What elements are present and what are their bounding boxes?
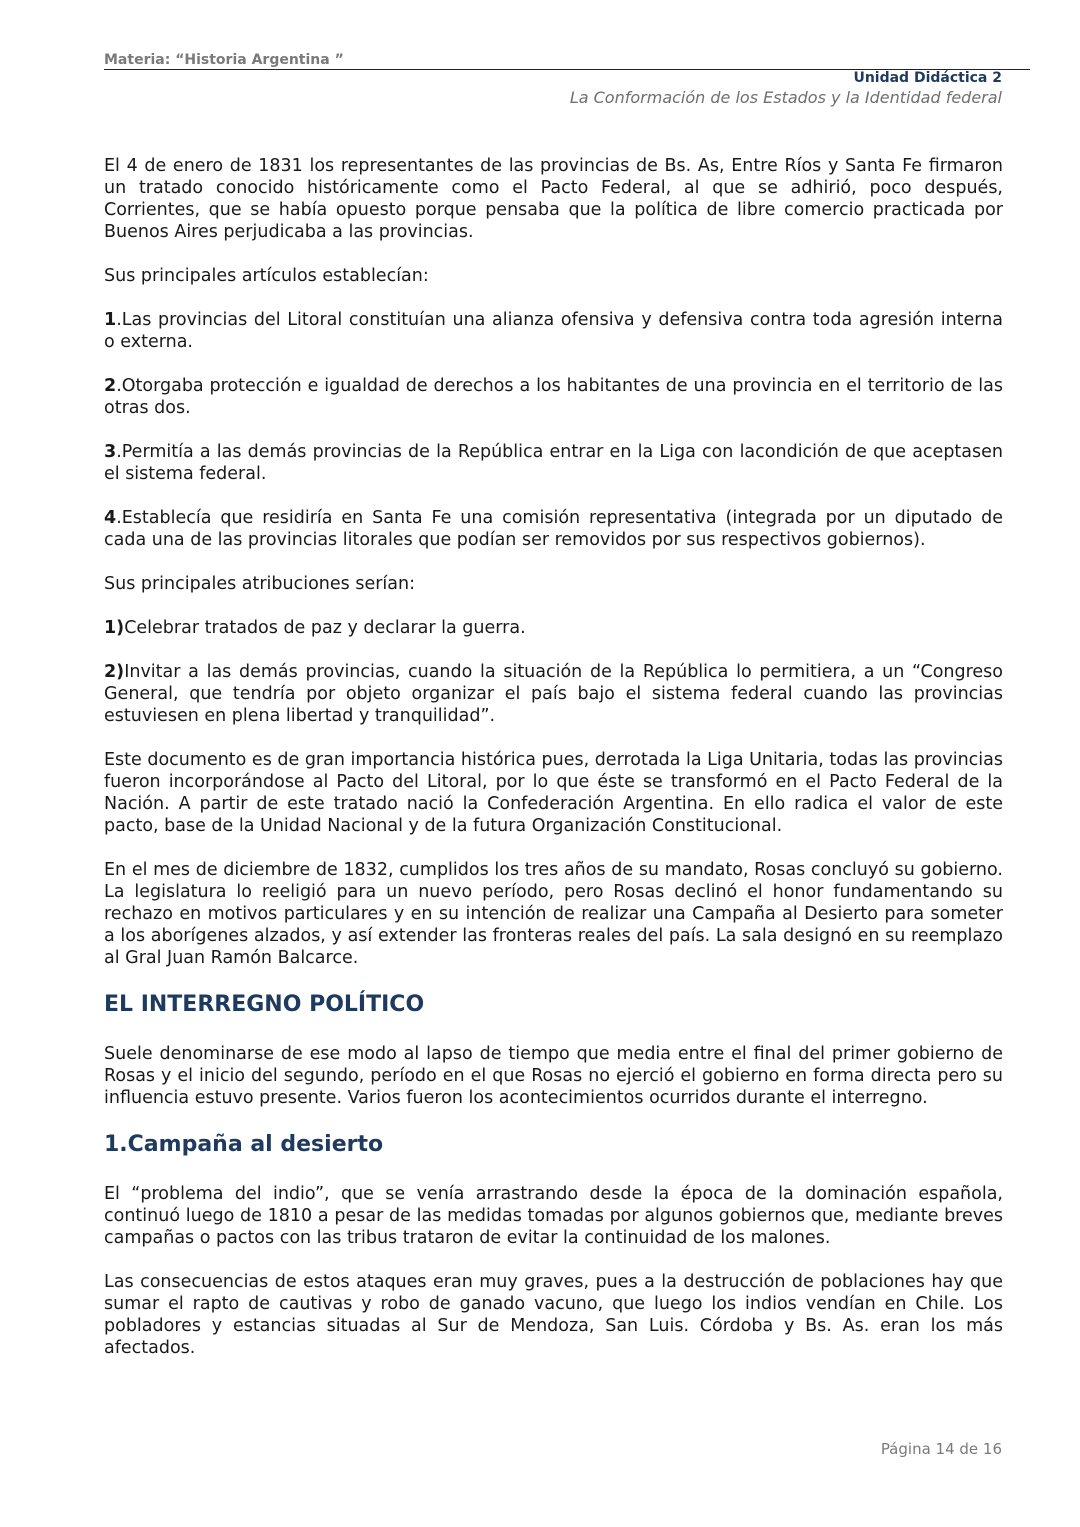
article-text: .Las provincias del Litoral constituían una alianza ofensiva y defensiva contra toda agresión interna o externa. — [104, 310, 1003, 352]
paragraph: Las consecuencias de estos ataques eran muy graves, pues a la destrucción de poblaciones hay que sumar el rapto de cautivas y robo de ganado vacuno, que luego los indios vendían en Chile. Los pobladores y estancias situadas al Sur de Mendoza, San Luis. Córdoba y Bs. As. eran los más afectados. — [104, 1272, 1003, 1358]
article-item — [104, 507, 1003, 551]
attribution-item — [104, 661, 1003, 727]
unit-label: Unidad Didáctica 2 — [853, 70, 1002, 86]
paragraph: Sus principales artículos establecían: — [104, 266, 429, 286]
paragraph: Este documento es de gran importancia histórica pues, derrotada la Liga Unitaria, todas las provincias fueron incorporándose al Pacto del Litoral, por lo que éste se transformó en el Pacto Federal de la Nación. A partir de este tratado nació la Confederación Argentina. En ello radica el valor de este pacto, base de la Unidad Nacional y de la futura Organización Constitucional. — [104, 750, 1003, 836]
paragraph: El 4 de enero de 1831 los representantes de las provincias de Bs. As, Entre Ríos y Santa Fe firmaron un tratado conocido históricamente como el Pacto Federal, al que se adhirió, poco después, Corrientes, que se había opuesto porque pensaba que la política de libre comercio practicada por Buenos Aires perjudicaba a las provincias. — [104, 156, 1003, 242]
attribution-item — [104, 617, 1003, 639]
attribution-number: 2) — [104, 662, 125, 682]
paragraph: Suele denominarse de ese modo al lapso de tiempo que media entre el final del primer gobierno de Rosas y el inicio del segundo, período en el que Rosas no ejerció el gobierno en forma directa pero su influencia estuvo presente. Varios fueron los acontecimientos ocurridos durante el interregno. — [104, 1044, 1003, 1108]
article-text: .Permitía a las demás provincias de la República entrar en la Liga con lacondición de que aceptasen el sistema federal. — [104, 442, 1003, 484]
article-item — [104, 441, 1003, 485]
article-number: 1 — [104, 310, 117, 330]
article-item — [104, 375, 1003, 419]
article-text: .Otorgaba protección e igualdad de derechos a los habitantes de una provincia en el territorio de las otras dos. — [104, 376, 1003, 418]
section-heading-interregno: EL INTERREGNO POLÍTICO — [104, 992, 425, 1017]
attribution-text: Invitar a las demás provincias, cuando la situación de la República lo permitiera, a un “Congreso General, que tendría por objeto organizar el país bajo el sistema federal cuando las provincias estuviesen en plena libertad y tranquilidad”. — [104, 662, 1003, 726]
article-number: 3 — [104, 442, 117, 462]
attribution-text: Celebrar tratados de paz y declarar la guerra. — [124, 618, 526, 638]
article-number: 4 — [104, 508, 117, 528]
unit-subtitle: La Conformación de los Estados y la Identidad federal — [569, 88, 1002, 107]
attribution-number: 1) — [104, 618, 125, 638]
article-text: .Establecía que residiría en Santa Fe una comisión representativa (integrada por un diputado de cada una de las provincias litorales que podían ser removidos por sus respectivos gobiernos). — [104, 508, 1003, 550]
page-number: Página 14 de 16 — [880, 1440, 1002, 1458]
paragraph: El “problema del indio”, que se venía arrastrando desde la época de la dominación española, continuó luego de 1810 a pesar de las medidas tomadas por algunos gobiernos que, mediante breves campañas o pactos con las tribus trataron de evitar la continuidad de los malones. — [104, 1184, 1003, 1248]
article-item — [104, 309, 1003, 353]
paragraph: Sus principales atribuciones serían: — [104, 574, 415, 594]
document-body — [104, 155, 1003, 1381]
paragraph: En el mes de diciembre de 1832, cumplidos los tres años de su mandato, Rosas concluyó su gobierno. La legislatura lo reeligió para un nuevo período, pero Rosas declinó el honor fundamentando su rechazo en motivos particulares y en su intención de realizar una Campaña al Desierto para someter a los aborígenes alzados, y así extender las fronteras reales del país. La sala designó en su reemplazo al Gral Juan Ramón Balcarce. — [104, 860, 1003, 968]
article-number: 2 — [104, 376, 117, 396]
section-heading-campana: 1.Campaña al desierto — [104, 1132, 384, 1157]
subject-label: Materia: “Historia Argentina ” — [104, 52, 344, 68]
